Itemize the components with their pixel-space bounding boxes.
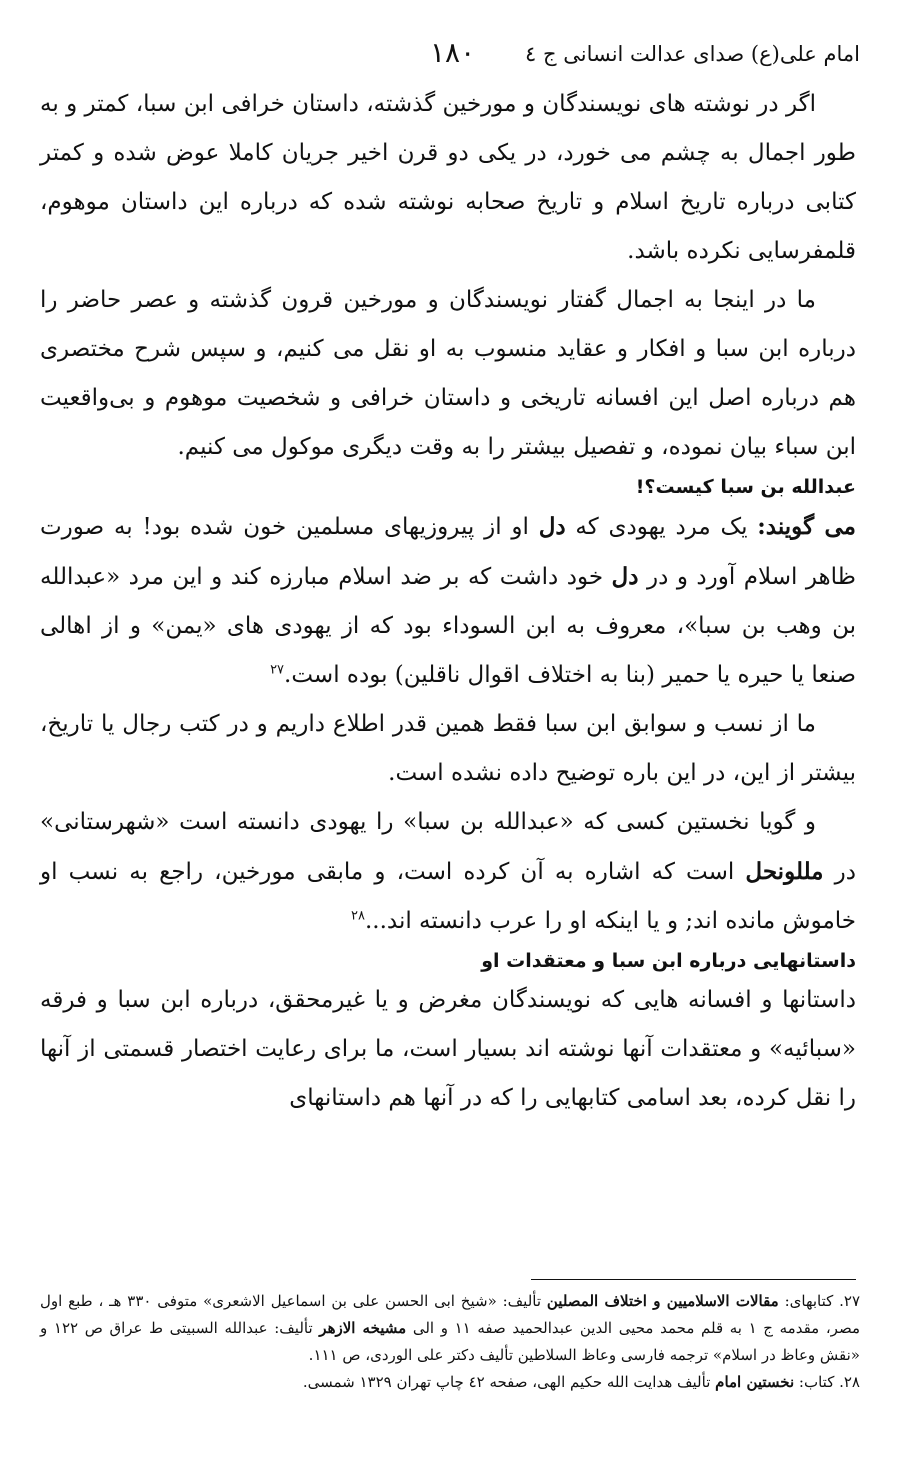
page-header <box>40 36 860 76</box>
paragraph-stories: داستانها و افسانه هایی که نویسندگان مغرض و یا غیرمحقق، درباره ابن سبا و فرقه «سبائیه» و معتقدات آنها نوشته اند بسیار است، ما برای رعایت اختصار قسمتی از آنها را نقل کرده، بعد اسامی کتابهایی را که در آنها هم داستانهای <box>40 987 856 1111</box>
paragraph-overview: ما در اینجا به اجمال گفتار نویسندگان و مورخین قرون گذشته و عصر حاضر را درباره ابن سبا و افکار و عقاید منسوب به او نقل می کنیم، و سپس شرح مختصری هم درباره اصل این افسانه تاریخی و داستان خرافی و شخصیت موهوم و بی‌واقعیت ابن سباء بیان نموده، و تفصیل بیشتر را به وقت دیگری موکول می کنیم. <box>40 287 856 460</box>
paragraph-shahrastani: و گویا نخستین کسی که «عبدالله بن سبا» را یهودی دانسته است «شهرستانی» در مللونحل است که اشاره به آن کرده است، و مابقی مورخین، راجع به نسب او خاموش مانده اند; و یا اینکه او را عرب دانسته اند...$^{٢٨}$ <box>40 809 856 934</box>
running-title: امام علی(ع) صدای عدالت انسانی ج ٤ <box>525 42 860 66</box>
main-text <box>40 80 856 1123</box>
section-heading-who-is-abdullah: عبدالله بن سبا کیست؟! <box>635 476 856 498</box>
paragraph-intro: اگر در نوشته های نویسندگان و مورخین گذشته، داستان خرافی ابن سبا، کمتر و به طور اجمال به چشم می خورد، در یکی دو قرن اخیر جریان کاملا عوض شده و کمتر کتابی درباره تاریخ اسلام و تاریخ صحابه نوشته شده که درباره این داستان موهوم، قلمفرسایی نکرده باشد. <box>40 91 856 264</box>
footnote-divider <box>531 1279 856 1280</box>
paragraph-they-say: می گویند: یک مرد یهودی که دل او از پیروزیهای مسلمین خون شده بود! به صورت ظاهر اسلام آورد و در دل خود داشت که بر ضد اسلام مبارزه کند و این مرد «عبدالله بن وهب بن سبا»، معروف به ابن السوداء بود که از یهودی های «یمن» و از اهالی صنعا یا حیره یا حمیر (بنا به اختلاف اقوال ناقلین) بوده است.$^{٢٧}$ <box>40 513 857 688</box>
footnotes <box>40 1288 860 1396</box>
page-number: ١٨٠ <box>430 36 476 69</box>
footnote-27: ٢٧. کتابهای: مقالات الاسلامیین و اختلاف المصلین تألیف: «شیخ ابی الحسن علی بن اسماعیل الاشعری» متوفی ٣٣٠ هـ ، طبع اول مصر، مقدمه ج ١ به قلم محمد محیی الدین عبدالحمید صفه ١١ و الی مشیخه الازهر تألیف: عبدالله السبیتی ط عراق ص ١٢٢ و «نقش وعاظ در اسلام» ترجمه فارسی وعاظ السلاطین تألیف دکتر علی الوردی، ص ١١١. <box>40 1292 861 1364</box>
footnote-28: ٢٨. کتاب: نخستین امام تألیف هدایت الله حکیم الهی، صفحه ٤٢ چاپ تهران ١٣٢٩ شمسی. <box>302 1373 860 1391</box>
lead-phrase: می گویند: <box>757 513 857 540</box>
section-heading-stories: داستانهایی درباره ابن سبا و معتقدات او <box>481 950 856 972</box>
footnote-ref-27[interactable]: ٢٧ <box>270 662 285 678</box>
footnote-ref-28[interactable]: ٢٨ <box>350 908 365 924</box>
paragraph-lineage: ما از نسب و سوابق ابن سبا فقط همین قدر اطلاع داریم و در کتب رجال یا تاریخ، بیشتر از این، در این باره توضیح داده نشده است. <box>40 711 856 786</box>
